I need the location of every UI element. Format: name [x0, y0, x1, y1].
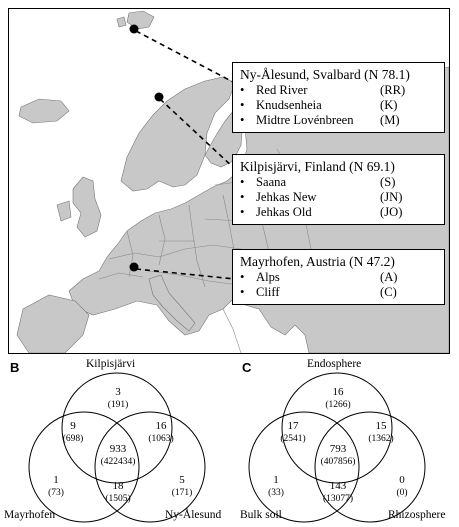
venn-c-region-top-only: 16 (1266)	[325, 386, 351, 410]
venn-c-region-left-only: 1 (33)	[268, 474, 284, 498]
site-item: • Midtre Lovénbreen (M)	[240, 112, 400, 127]
venn-b-region-center: 933 (422434)	[100, 443, 136, 467]
venn-b-region-right-only: 5 (171)	[171, 474, 193, 498]
site-item: • Cliff (C)	[240, 284, 397, 299]
venn-b-label-right: Ny-Ålesund	[165, 509, 222, 521]
site-item: • Jehkas Old (JO)	[240, 204, 403, 219]
site-item: • Red River (RR)	[240, 82, 406, 97]
site-title: Ny-Ålesund, Svalbard (N 78.1)	[240, 67, 410, 82]
venn-c-region-left-right: 143 (13077)	[322, 480, 354, 504]
panel-b-label: B	[10, 360, 20, 375]
site-box-kilpisjarvi	[232, 154, 445, 225]
venn-c-region-right-only: 0 (0)	[396, 474, 408, 498]
venn-b-label-left: Mayrhofen	[4, 509, 56, 521]
venn-b-region-top-right: 16 (1063)	[148, 420, 174, 444]
panel-c-label: C	[242, 360, 252, 375]
site-title: Kilpisjärvi, Finland (N 69.1)	[240, 159, 395, 174]
site-item: • Alps (A)	[240, 269, 398, 284]
venn-c-region-top-left: 17 (2541)	[280, 420, 306, 444]
site-title: Mayrhofen, Austria (N 47.2)	[240, 254, 395, 269]
venn-b-region-left-only: 1 (73)	[48, 474, 64, 498]
venn-c-region-center: 793 (407856)	[320, 443, 356, 467]
site-item: • Knudsenheia (K)	[240, 97, 398, 112]
site-box-mayrhofen	[232, 249, 445, 305]
venn-b-label-top: Kilpisjärvi	[86, 358, 136, 370]
site-item: • Jehkas New (JN)	[240, 189, 403, 204]
venn-c-region-top-right: 15 (1362)	[368, 420, 394, 444]
venn-c-label-top: Endosphere	[307, 358, 362, 370]
venn-c-label-left: Bulk soil	[240, 509, 282, 521]
site-box-ny-alesund	[232, 62, 445, 133]
europe-map	[8, 8, 450, 354]
venn-b-region-top-left: 9 (698)	[62, 420, 84, 444]
venn-c-label-right: Rhizosphere	[388, 509, 446, 521]
venn-b-region-left-right: 18 (1505)	[105, 480, 131, 504]
venn-b-region-top-only: 3 (191)	[107, 386, 129, 410]
site-item: • Saana (S)	[240, 174, 396, 189]
